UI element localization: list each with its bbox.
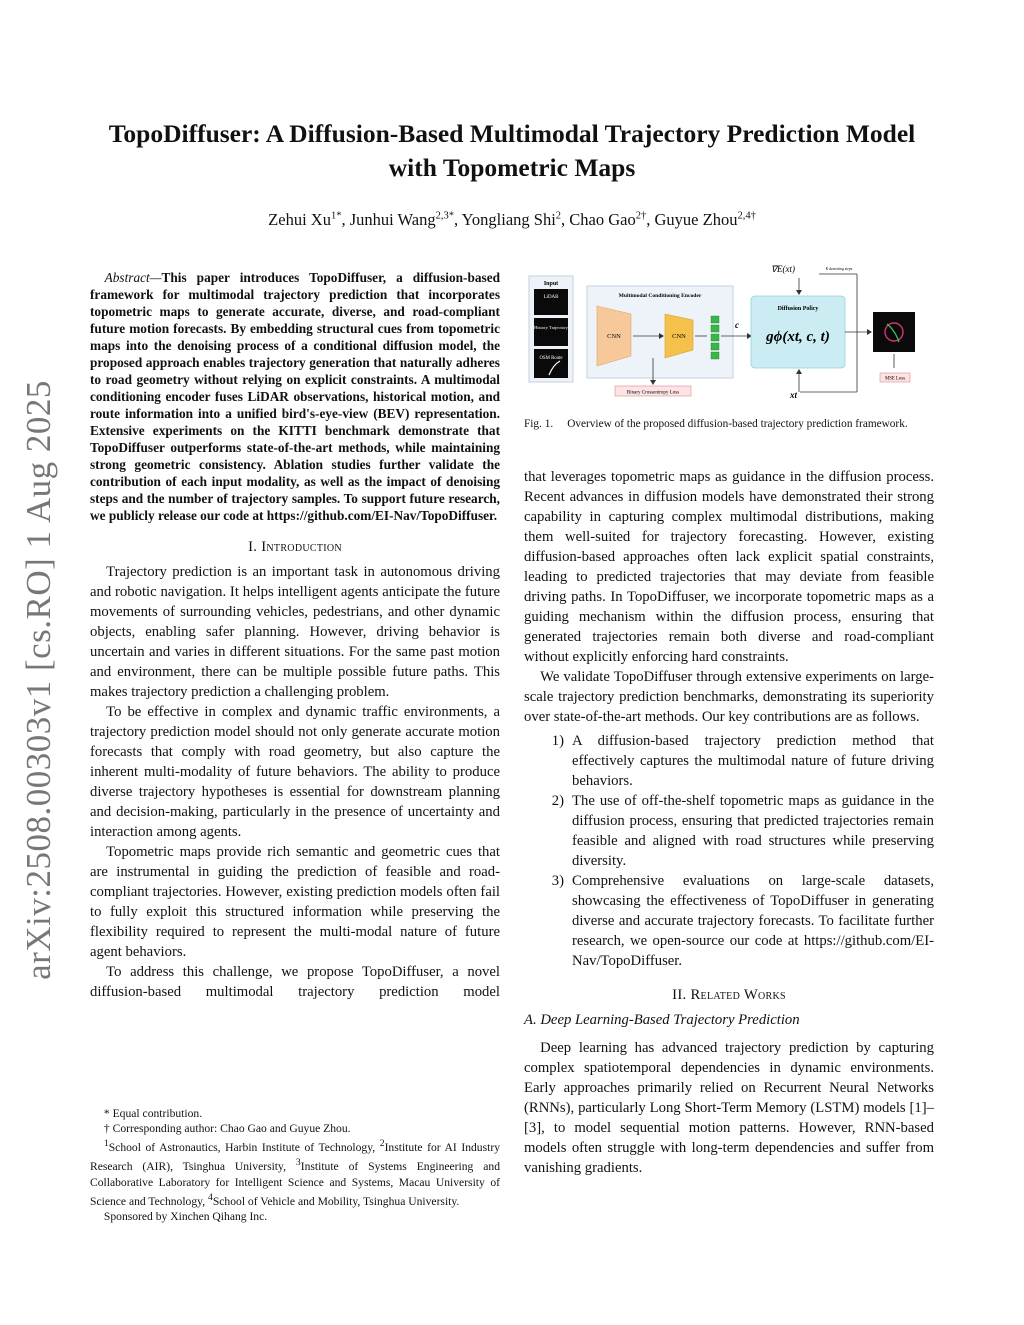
- author-5: Guyue Zhou$^{2,4\dagger}$: [654, 210, 756, 229]
- intro-continuation-paragraph: that leverages topometric maps as guidance in the diffusion process. Recent advances in diffusion models have demonstrated their strong capability in capturing complex multimodal distributions, making them well-suited for trajectory forecasting. However, existing diffusion-based approaches often lack explicit spatial constraints, leading to predicted trajectories that may deviate from feasible driving paths. In TopoDiffuser, we incorporate topometric maps as a guiding mechanism within the diffusion process, ensuring that generated trajectories remain both diverse and road-compliant without explicitly enforcing hard constraints.: [524, 469, 934, 665]
- caption-text: Overview of the proposed diffusion-based trajectory prediction framework.: [567, 418, 908, 430]
- subsection-heading-deep-learning: A. Deep Learning-Based Trajectory Prediction: [524, 1012, 800, 1028]
- author-list: [90, 210, 934, 230]
- intro-validation-paragraph: We validate TopoDiffuser through extensive experiments on large-scale trajectory prediction benchmarks, demonstrating its superiority over state-of-the-art methods. Our key contributions are as follows.: [524, 669, 934, 725]
- denoising-steps-label: K denoising steps: [825, 267, 853, 271]
- mse-loss-label: MSE Loss: [884, 376, 906, 382]
- figure-1: [527, 262, 927, 402]
- input-label: Input: [543, 281, 559, 287]
- section-heading-introduction: I. Introduction: [248, 539, 342, 555]
- energy-gradient-symbol: ∇E(xt): [770, 264, 796, 274]
- osm-label: OSM Route: [539, 356, 563, 361]
- left-column: [90, 269, 500, 1002]
- diffusion-policy-label: Diffusion Policy: [777, 306, 819, 312]
- condition-symbol: c: [735, 320, 739, 330]
- abstract-label: Abstract—: [104, 270, 162, 285]
- footnote-corresponding-author: † Corresponding author: Chao Gao and Guyue Zhou.: [103, 1122, 351, 1136]
- list-item: 2) The use of off-the-shelf topometric maps as guidance in the diffusion process, ensuring that predicted trajectories remain feasible and aligned with road structures while preserving diversity.: [551, 793, 934, 869]
- feature-vector: [711, 316, 719, 359]
- lidar-thumbnail: [534, 289, 568, 315]
- caption-label: Fig. 1.: [524, 418, 554, 430]
- history-label: History Trajectory: [534, 325, 568, 330]
- osm-thumbnail: [534, 349, 568, 378]
- abstract: [90, 269, 500, 524]
- cnn1-label: CNN: [607, 333, 621, 340]
- figure-1-caption: [524, 417, 934, 432]
- related-works-paragraph: Deep learning has advanced trajectory prediction by capturing complex spatiotemporal dependencies in dynamic environments. Early approaches primarily relied on Recurrent Neural Networks (RNNs), particularly Long Short-Term Memory (LSTM) models [1]–[3], to model sequential motion patterns. However, RNN-based models often struggle with long-term dependencies and suffer from vanishing gradients.: [524, 1040, 934, 1176]
- right-column: [524, 467, 934, 1178]
- intro-paragraph-2: To be effective in complex and dynamic traffic environments, a trajectory prediction model should not only generate accurate motion forecasts that comply with road geometry, but also capture the inherent multi-modality of future behaviors. The ability to produce diverse trajectory hypotheses is essential for downstream planning and decision-making, particularly in the presence of uncertainty and interaction among agents.: [90, 704, 500, 840]
- intro-paragraph-1: Trajectory prediction is an important task in autonomous driving and robotic navigation. It helps intelligent agents anticipate the future movements of surrounding vehicles, pedestrians, and other dynamic objects, enabling safer planning. However, driving behavior is uncertain and varies in different situations. For the same past motion and environment, there can be multiple possible future paths. This makes trajectory prediction a challenging problem.: [90, 564, 500, 700]
- encoder-label: Multimodal Conditioning Encoder: [618, 293, 702, 299]
- footnote-affiliations: $^1$School of Astronautics, Harbin Institute of Technology, $^2$Institute for AI Industry Research (AIR), Tsinghua University, $^3$Institute of Systems Engineering and Collaborative Laboratory for Intelligent Science and Systems, Macau University of Science and Technology, $^4$School of Vehicle and Mobility, Tsinghua University.: [90, 1138, 500, 1208]
- figure-1-diagram: [527, 262, 927, 402]
- footnote-sponsor: Sponsored by Xinchen Qihang Inc.: [103, 1209, 268, 1223]
- author-3: Yongliang Shi$^2$,: [461, 210, 570, 229]
- intro-paragraph-4: To address this challenge, we propose TopoDiffuser, a novel diffusion-based multimodal trajectory prediction model: [90, 964, 500, 1000]
- author-2: Junhui Wang$^{2,3*}$,: [349, 210, 462, 229]
- list-item: 3) Comprehensive evaluations on large-scale datasets, showcasing the effectiveness of TopoDiffuser in generating diverse and accurate trajectory forecasts. To facilitate further research, we open-source our code at https://github.com/EI-Nav/TopoDiffuser.: [551, 873, 934, 969]
- author-4: Chao Gao$^{2\dagger}$,: [569, 210, 655, 229]
- cnn2-label: CNN: [672, 333, 686, 340]
- list-item: 1) A diffusion-based trajectory prediction method that effectively captures the multimodal nature of future driving behaviors.: [551, 733, 934, 789]
- noisy-sample-symbol: xt: [789, 390, 797, 400]
- intro-paragraph-3: Topometric maps provide rich semantic and geometric cues that are instrumental in guiding the prediction of feasible and road-compliant trajectories. However, existing prediction models often fail to fully exploit this structured information while preserving the flexibility required to represent the multi-modal nature of future agent behaviors.: [90, 844, 500, 960]
- author-1: Zehui $Xu^{1*}$,: [268, 210, 350, 229]
- section-heading-related-works: II. Related Works: [672, 987, 786, 1003]
- history-thumbnail: [534, 318, 568, 346]
- arxiv-stamp-text: arXiv:2508.00303v1 [cs.RO] 1 Aug 2025: [19, 380, 59, 980]
- diffusion-policy-formula: gϕ(xt, c, t): [766, 329, 830, 345]
- lidar-label: LiDAR: [543, 295, 559, 300]
- footnotes: [90, 1106, 500, 1224]
- arxiv-stamp: [8, 380, 70, 980]
- bce-loss-label: Binary Crossentropy Loss: [626, 390, 680, 396]
- contribution-list: [524, 731, 934, 971]
- paper-title: TopoDiffuser: A Diffusion-Based Multimodal Trajectory Prediction Model with Topometric Maps: [108, 119, 916, 182]
- footnote-equal-contribution: * Equal contribution.: [103, 1107, 203, 1120]
- abstract-text: This paper introduces TopoDiffuser, a diffusion-based framework for multimodal trajectory prediction that incorporates topometric maps to generate accurate, diverse, and road-compliant future motion forecasts. By embedding structural cues from topometric maps into the denoising process of a conditional diffusion model, the proposed approach enables trajectory generation that naturally adheres to road geometry without relying on explicit constraints. A multimodal conditioning encoder fuses LiDAR observations, historical motion, and route information into a unified bird's-eye-view (BEV) representation. Extensive experiments on the KITTI benchmark demonstrate that TopoDiffuser outperforms state-of-the-art methods, while maintaining strong geometric consistency. Ablation studies further validate the contribution of each input modality, as well as the impact of denoising steps and the number of trajectory samples. To support future research, we publicly release our code at https://github.com/EI-Nav/TopoDiffuser.: [90, 270, 500, 523]
